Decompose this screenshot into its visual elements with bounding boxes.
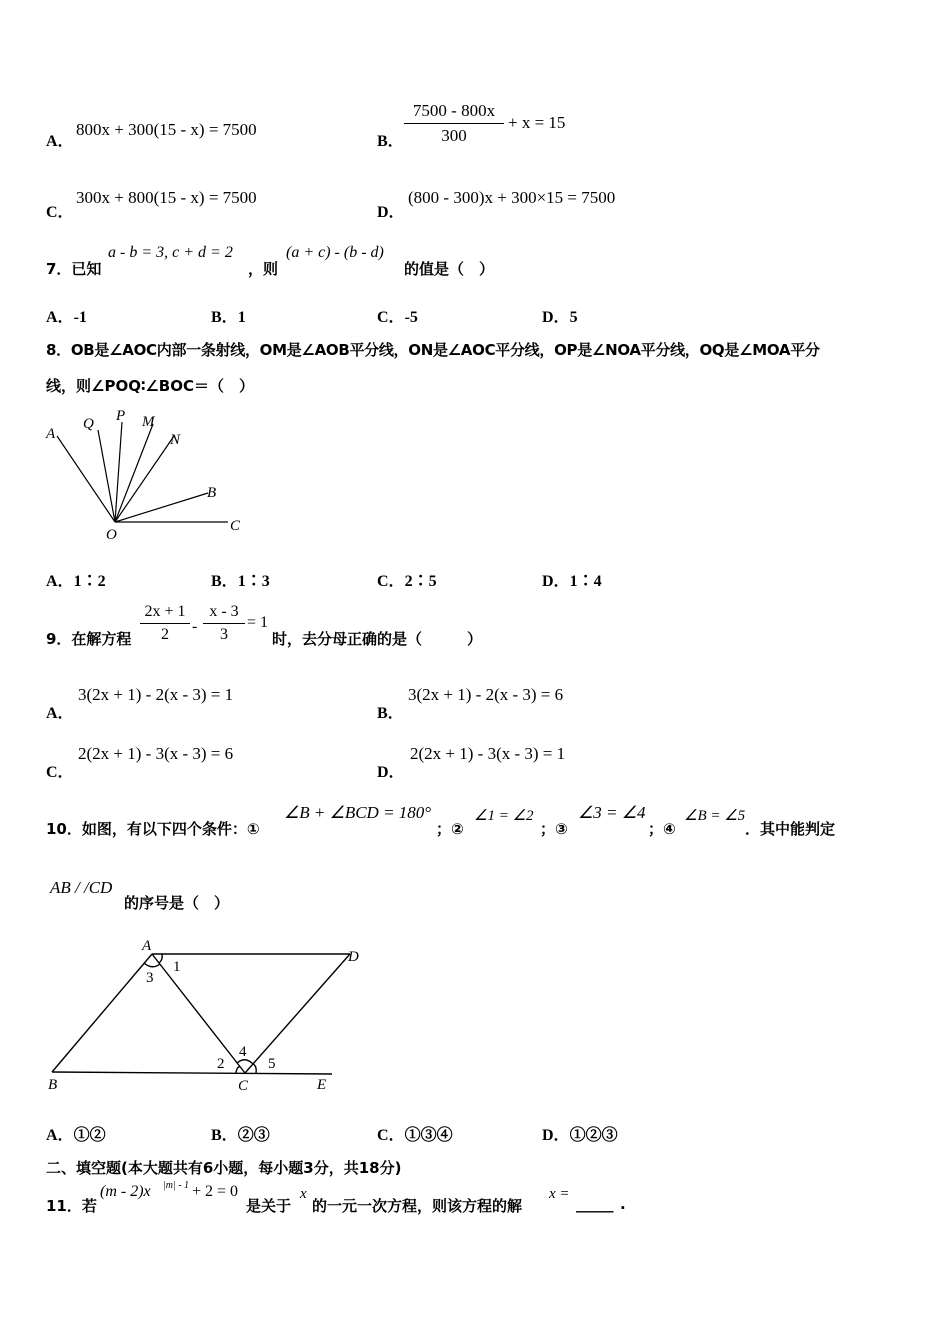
label-a: A [46,426,56,442]
q8-option-a: A．1∶2 [46,573,106,590]
label-p: P [116,408,126,424]
q6-option-b-label: B． [377,133,404,150]
q10-option-d: D．①②③ [542,1127,618,1144]
q10-sep-2: ；② [436,820,464,838]
q9-option-b-expr: 3(2x + 1) - 2(x - 3) = 6 [408,685,564,704]
q9-suffix: 时，去分母正确的是（ ） [272,630,483,648]
q10-sep-4: ；④ [648,820,676,838]
ray-ob [115,493,208,522]
label-angle-5: 5 [268,1056,276,1072]
q8-option-c: C．2∶5 [377,573,437,590]
label-m: M [142,414,155,430]
label-b: B [207,485,217,501]
arc-angle-1 [159,954,162,963]
segment-be [52,1072,332,1074]
ray-on [115,436,174,522]
q10-condition-4: ∠B = ∠5 [684,808,746,824]
label-o: O [106,527,117,543]
q10-condition-1: ∠B + ∠BCD = 180° [284,803,432,822]
q7-mid: ，则 [248,260,279,278]
q8-option-b: B．1∶3 [211,573,270,590]
label-e: E [317,1077,327,1093]
q9-prefix: 9．在解方程 [46,630,132,648]
ray-oa [57,436,115,522]
label-d: D [348,949,359,965]
section-2-title: 二、填空题(本大题共有6小题，每小题3分，共18分) [46,1159,402,1177]
segment-ab [52,954,152,1072]
q10-sep-3: ；③ [540,820,568,838]
arc-angle-3 [144,963,160,967]
q10-condition-2: ∠1 = ∠2 [474,808,534,824]
q6-option-b-numerator: 7500 - 800x [412,101,496,120]
q7-option-a: A．-1 [46,309,87,326]
q10-option-b: B．②③ [211,1127,270,1144]
q7-option-c: C．-5 [377,309,418,326]
q7-option-b: B．1 [211,309,246,326]
q9-option-a-label: A． [46,705,74,722]
arc-angle-5 [253,1064,256,1073]
segment-ac [152,954,245,1073]
q8-stem-line2: 线，则∠POQ∶∠BOC＝（ ） [46,377,254,395]
label-angle-1: 1 [173,959,181,975]
q9-equals: = 1 [247,614,269,631]
label-angle-3: 3 [146,970,154,986]
q6-option-c-expr: 300x + 800(15 - x) = 7500 [76,188,257,207]
label-c: C [238,1078,249,1094]
q10-option-a: A．①② [46,1127,106,1144]
q10-condition-3: ∠3 = ∠4 [578,803,646,822]
q9-minus: - [192,618,198,635]
q6-option-d-label: D． [377,204,405,221]
q8-option-d: D．1∶4 [542,573,602,590]
q6-option-d-expr: (800 - 300)x + 300×15 = 7500 [408,188,616,207]
label-b: B [48,1077,58,1093]
q11-answer-prefix: x = [549,1186,570,1202]
label-c: C [230,518,241,534]
q11-expression-rest: + 2 = 0 [192,1183,239,1200]
q9-fraction-2: x - 3 3 [203,603,245,644]
q6-option-a-label: A． [46,133,74,150]
q10-suffix: ．其中能判定 [745,820,836,838]
q9-option-c-label: C． [46,764,74,781]
q8-figure [40,402,255,547]
label-angle-2: 2 [217,1056,225,1072]
q9-option-d-expr: 2(2x + 1) - 3(x - 3) = 1 [410,744,566,763]
q11-exponent: |m| - 1 [163,1180,190,1191]
label-angle-4: 4 [239,1044,247,1060]
q11-period: . [620,1195,626,1213]
segment-cd [245,954,350,1073]
arc-angle-2 [236,1067,240,1073]
q7-suffix: 的值是（ ） [404,260,495,278]
q6-option-b-rest: + x = 15 [508,113,566,132]
q11-variable: x [300,1186,307,1202]
q10-line2-expr: AB / /CD [50,878,113,897]
q10-figure [40,930,370,1100]
label-a: A [142,938,152,954]
label-n: N [170,432,181,448]
q6-option-b-denominator: 300 [441,126,467,145]
q10-prefix: 10．如图，有以下四个条件：① [46,820,260,838]
q7-condition: a - b = 3, c + d = 2 [108,244,233,261]
q6-option-c-label: C． [46,204,74,221]
q9-option-d-label: D． [377,764,405,781]
q6-option-a-expr: 800x + 300(15 - x) = 7500 [76,120,257,139]
q6-option-b-fraction [404,101,504,146]
q7-prefix: 7．已知 [46,260,102,278]
q11-prefix: 11．若 [46,1197,97,1215]
q7-option-d: D．5 [542,309,578,326]
q9-option-b-label: B． [377,705,404,722]
q10-line2-text: 的序号是（ ） [124,894,230,912]
arc-angle-4 [237,1060,253,1064]
q11-mid: 是关于 [246,1197,292,1215]
q9-option-c-expr: 2(2x + 1) - 3(x - 3) = 6 [78,744,234,763]
label-q: Q [83,416,94,432]
q9-fraction-1: 2x + 1 2 [140,603,190,644]
q9-option-a-expr: 3(2x + 1) - 2(x - 3) = 1 [78,685,234,704]
ray-oq [98,430,115,522]
q10-option-c: C．①③④ [377,1127,453,1144]
q11-answer-blank[interactable]: _____ [576,1195,614,1213]
q8-stem-line1: 8．OB是∠AOC内部一条射线，OM是∠AOB平分线，ON是∠AOC平分线，OP是∠NOA平分线，OQ是∠MOA平分 [46,341,820,359]
q11-mid2: 的一元一次方程，则该方程的解 [312,1197,523,1215]
q11-expression: (m - 2)x [100,1183,151,1200]
q7-expression: (a + c) - (b - d) [286,244,384,261]
